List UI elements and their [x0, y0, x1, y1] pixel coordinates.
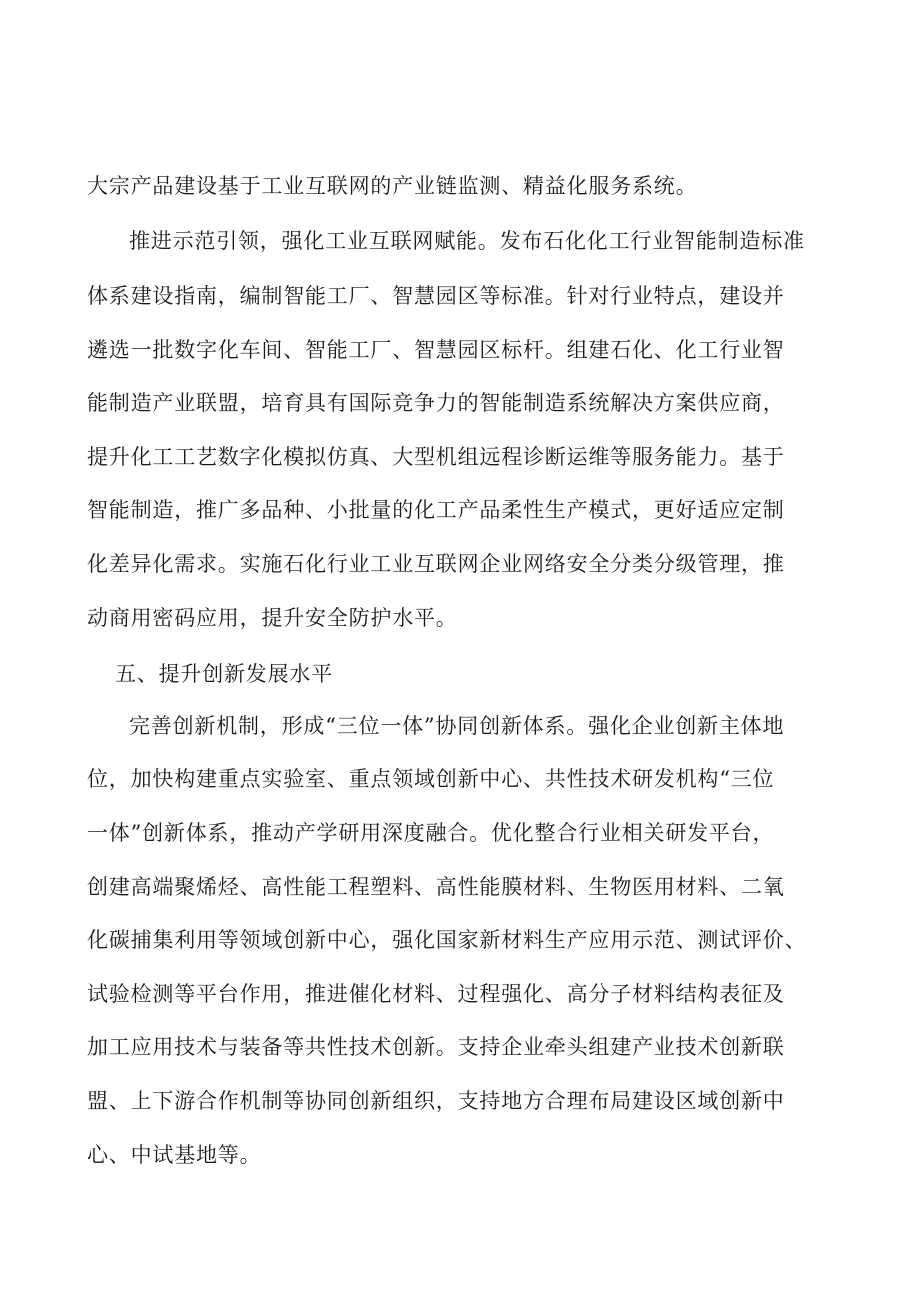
paragraph-3-line-6: 试验检测等平台作用，推进催化材料、过程强化、高分子材料结构表征及 — [87, 982, 785, 1006]
paragraph-3-line-9: 心、中试基地等。 — [87, 1143, 262, 1167]
paragraph-3-line-2: 位，加快构建重点实验室、重点领域创新中心、共性技术研发机构“三位 — [87, 767, 775, 791]
paragraph-2-line-7: 化差异化需求。实施石化行业工业互联网企业网络安全分类分级管理，推 — [87, 552, 785, 576]
section-heading: 五、提升创新发展水平 — [115, 662, 333, 686]
paragraph-3-line-7: 加工应用技术与装备等共性技术创新。支持企业牵头组建产业技术创新联 — [87, 1035, 785, 1059]
paragraph-2-line-6: 智能制造，推广多品种、小批量的化工产品柔性生产模式，更好适应定制 — [87, 498, 785, 522]
paragraph-2-line-5: 提升化工工艺数字化模拟仿真、大型机组远程诊断运维等服务能力。基于 — [87, 445, 785, 469]
paragraph-2-line-4: 能制造产业联盟，培育具有国际竞争力的智能制造系统解决方案供应商， — [87, 391, 785, 415]
paragraph-3-line-5: 化碳捕集利用等领域创新中心，强化国家新材料生产应用示范、测试评价、 — [87, 928, 807, 952]
paragraph-1-line-1: 大宗产品建设基于工业互联网的产业链监测、精益化服务系统。 — [87, 174, 698, 198]
paragraph-3-line-1: 完善创新机制，形成“三位一体”协同创新体系。强化企业创新主体地 — [129, 714, 785, 738]
paragraph-2-line-8: 动商用密码应用，提升安全防护水平。 — [87, 606, 458, 630]
paragraph-3-line-3: 一体”创新体系，推动产学研用深度融合。优化整合行业相关研发平台， — [87, 821, 775, 845]
paragraph-3-line-4: 创建高端聚烯烃、高性能工程塑料、高性能膜材料、生物医用材料、二氧 — [87, 875, 785, 899]
paragraph-2-line-1: 推进示范引领，强化工业互联网赋能。发布石化化工行业智能制造标准 — [129, 229, 805, 253]
paragraph-2-line-3: 遴选一批数字化车间、智能工厂、智慧园区标杆。组建石化、化工行业智 — [87, 338, 785, 362]
paragraph-3-line-8: 盟、上下游合作机制等协同创新组织，支持地方合理布局建设区域创新中 — [87, 1089, 785, 1113]
paragraph-2-line-2: 体系建设指南，编制智能工厂、智慧园区等标准。针对行业特点，建设并 — [87, 284, 785, 308]
